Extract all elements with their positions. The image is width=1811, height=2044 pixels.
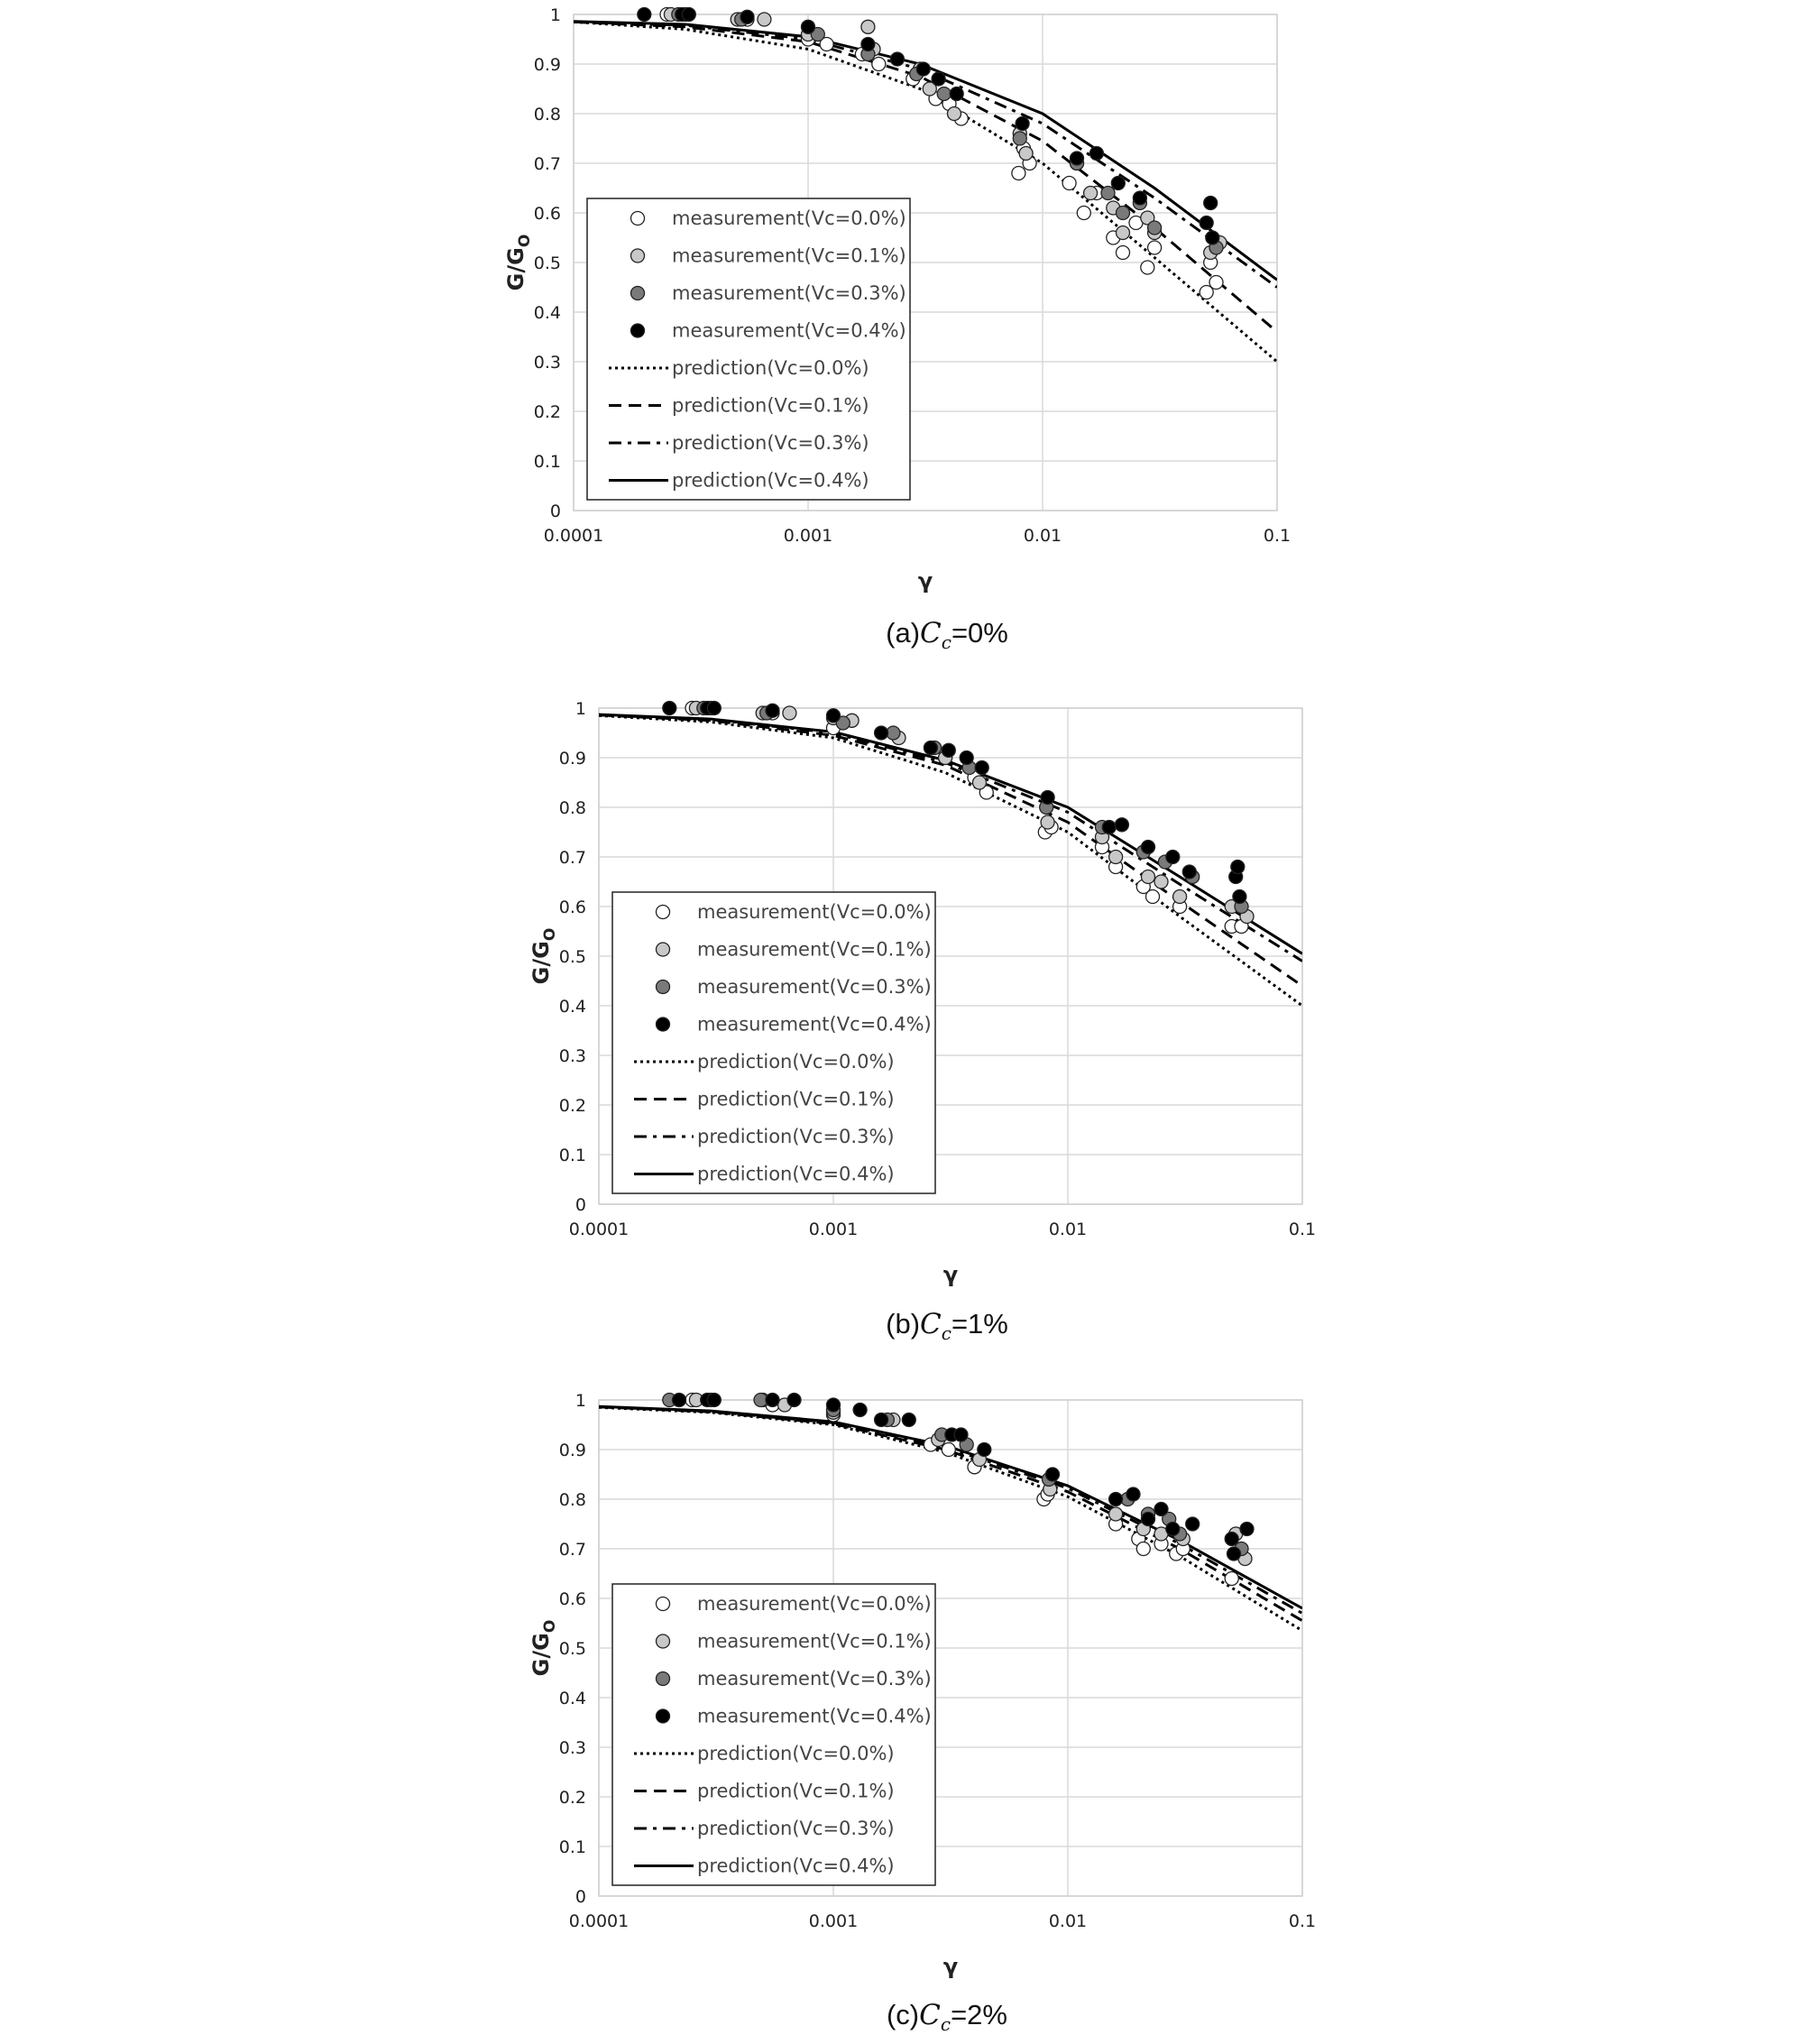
data-point [861,38,875,51]
legend-box [612,1584,935,1885]
legend-entry-label: measurement(Vc=0.3%) [672,282,906,304]
data-point [1077,207,1090,220]
y-axis-label-text [503,235,534,291]
caption-suffix: =0% [951,617,1008,649]
x-tick-label: 0.001 [808,1911,859,1931]
data-point [932,72,945,86]
y-tick-label: 0.6 [558,1589,586,1609]
data-point [875,1413,888,1427]
legend-entry-label: measurement(Vc=0.3%) [697,976,932,998]
y-tick-label: 0.7 [558,1540,586,1560]
legend-marker [657,1017,670,1031]
caption-var: C [920,1308,942,1340]
panel-caption [886,1308,1008,1344]
data-point [707,702,721,715]
data-point [766,704,779,717]
legend-entry-label: measurement(Vc=0.0%) [697,901,932,923]
data-point [942,743,955,757]
legend-entry-label: measurement(Vc=0.1%) [697,938,932,961]
x-tick-label: 0.001 [808,1220,859,1239]
legend-entry-label: prediction(Vc=0.0%) [697,1743,895,1764]
data-point [1115,818,1128,832]
caption-suffix: =1% [951,1308,1008,1340]
legend-entry-label: prediction(Vc=0.3%) [697,1126,895,1147]
data-point [1013,132,1026,145]
data-point [766,1394,779,1407]
legend-marker [657,1634,670,1648]
data-point [1231,861,1245,874]
y-tick-label: 1 [575,699,586,719]
y-axis-label-text [529,928,559,985]
data-point [1117,246,1130,260]
y-axis-label-main: G/G [503,247,529,291]
data-point [1102,821,1116,834]
y-axis-label-sub: O [541,927,559,942]
data-point [663,702,676,715]
data-point [1142,841,1155,854]
y-tick-label: 0.4 [558,1689,586,1708]
legend-marker [631,324,645,337]
data-point [902,1413,915,1427]
y-tick-label: 0.7 [533,154,561,174]
y-tick-label: 0.8 [558,1490,586,1510]
y-axis-label-main: G/G [529,941,554,985]
data-point [1071,152,1084,165]
y-axis-label-main: G/G [529,1633,554,1677]
y-tick-label: 0.4 [533,303,561,323]
legend-entry-label: prediction(Vc=0.1%) [697,1088,895,1110]
data-point [1117,226,1130,240]
data-point [1109,1493,1123,1506]
data-point [1111,177,1125,190]
data-point [787,1394,801,1407]
legend-entry-label: measurement(Vc=0.4%) [697,1013,932,1036]
legend-marker [631,212,645,226]
data-point [1166,1523,1180,1536]
data-point [1109,851,1123,864]
legend-marker [657,943,670,956]
data-point [1182,865,1196,879]
data-point [682,8,695,22]
legend-entry-label: prediction(Vc=0.0%) [697,1051,895,1073]
legend-entry-label: measurement(Vc=0.0%) [697,1593,932,1615]
data-point [916,62,930,76]
data-point [954,1428,968,1441]
data-point [861,20,875,33]
legend-marker [657,981,670,994]
legend-entry-label: measurement(Vc=0.3%) [697,1668,932,1690]
data-point [1148,241,1162,254]
chart-panel-1 [503,5,1291,653]
data-point [948,107,961,121]
legend-entry-label: measurement(Vc=0.4%) [672,319,906,342]
legend [612,1584,935,1885]
y-axis-label-sub: O [541,1619,559,1634]
data-point [1101,187,1115,200]
y-tick-label: 0.5 [558,947,586,967]
caption-var: C [920,617,942,649]
data-point [1126,1487,1140,1501]
y-tick-label: 0.7 [558,848,586,868]
data-point [1142,870,1155,884]
data-point [1089,147,1103,161]
legend-entry-label: prediction(Vc=0.1%) [672,394,869,417]
x-axis-label: γ [942,1262,959,1287]
x-tick-label: 0.01 [1048,1220,1088,1239]
y-tick-label: 0.8 [558,798,586,818]
data-point [973,776,987,789]
data-point [1225,1533,1238,1546]
y-axis-label-sub: O [516,234,534,248]
data-point [1206,231,1219,244]
x-tick-label: 0.1 [1263,526,1292,546]
data-point [1204,197,1218,210]
data-point [1227,1547,1241,1561]
legend-marker [631,287,645,300]
y-tick-label: 0.1 [558,1146,586,1165]
legend-box [587,198,910,500]
data-point [673,1394,686,1407]
data-point [1084,187,1098,200]
y-axis-label [503,235,534,291]
data-point [1117,207,1130,220]
data-point [1046,1468,1060,1481]
data-point [783,706,796,720]
data-point [1173,890,1187,904]
data-point [1200,216,1213,230]
data-point [1136,1542,1150,1556]
data-point [1233,890,1246,904]
x-tick-label: 0.0001 [568,1220,630,1239]
data-point [1146,890,1160,904]
data-point [1148,221,1162,235]
x-tick-label: 0.0001 [543,526,604,546]
x-tick-label: 0.0001 [568,1911,630,1931]
chart-panel-3 [529,1391,1316,2035]
y-tick-label: 0.4 [558,997,586,1017]
legend-box [612,892,935,1193]
y-tick-label: 0.1 [558,1837,586,1857]
legend-entry-label: measurement(Vc=0.4%) [697,1705,932,1727]
y-axis-label [529,1620,559,1677]
data-point [875,726,888,740]
data-point [1041,791,1054,805]
y-tick-label: 0 [575,1195,586,1215]
data-point [827,1398,841,1412]
data-point [1209,276,1223,290]
y-tick-label: 0.3 [533,353,561,373]
y-tick-label: 0.9 [558,1441,586,1460]
data-point [1225,1572,1238,1586]
data-point [1133,191,1146,205]
legend-entry-label: prediction(Vc=0.1%) [697,1780,895,1802]
y-tick-label: 0.8 [533,105,561,124]
data-point [1166,851,1180,864]
legend-entry-label: measurement(Vc=0.1%) [672,244,906,267]
y-tick-label: 0.3 [558,1738,586,1758]
data-point [890,52,904,66]
x-tick-label: 0.1 [1288,1220,1317,1239]
y-tick-label: 0 [549,502,561,521]
legend-marker [657,1597,670,1611]
legend-entry-label: prediction(Vc=0.4%) [672,469,869,492]
data-point [827,709,841,723]
caption-sub: c [941,631,951,653]
legend-marker [657,1709,670,1723]
y-tick-label: 0.3 [558,1046,586,1066]
data-point [740,10,754,23]
panel-caption [886,617,1008,653]
data-point [960,751,973,765]
legend-marker [657,906,670,919]
data-point [853,1404,867,1417]
y-tick-label: 0.9 [533,55,561,75]
x-tick-label: 0.01 [1048,1911,1088,1931]
x-tick-label: 0.1 [1288,1911,1317,1931]
caption-prefix: (b) [886,1308,921,1340]
y-axis-label-text [529,1620,559,1677]
legend-entry-label: prediction(Vc=0.0%) [672,357,869,379]
data-point [707,1394,721,1407]
data-point [872,58,886,71]
data-point [758,13,771,26]
data-point [1154,1503,1168,1516]
y-tick-label: 0.2 [558,1096,586,1116]
y-tick-label: 0.6 [533,204,561,224]
caption-prefix: (c) [886,1999,920,2030]
caption-suffix: =2% [951,1999,1008,2030]
legend-entry-label: prediction(Vc=0.3%) [697,1818,895,1839]
legend-entry-label: prediction(Vc=0.4%) [697,1855,895,1877]
data-point [638,8,651,22]
data-point [937,87,951,101]
legend-entry-label: measurement(Vc=0.1%) [697,1630,932,1653]
data-point [1012,167,1025,180]
chart-panel-2 [529,699,1316,1344]
data-point [950,87,963,101]
data-point [1019,147,1033,161]
data-point [1041,815,1054,829]
data-point [1186,1517,1200,1531]
legend-marker [657,1672,670,1686]
data-point [1109,1507,1123,1521]
y-tick-label: 0.2 [558,1788,586,1808]
data-point [802,20,815,33]
data-point [1154,875,1168,888]
data-point [1062,177,1076,190]
caption-var: C [919,1999,941,2031]
caption-sub: c [940,2013,951,2035]
data-point [924,741,937,755]
y-tick-label: 0.5 [533,253,561,273]
y-tick-label: 1 [549,5,561,25]
legend-marker [631,249,645,262]
data-point [975,761,988,775]
data-point [1142,1513,1155,1526]
legend [612,892,935,1193]
y-tick-label: 0.5 [558,1639,586,1659]
legend-entry-label: prediction(Vc=0.3%) [672,432,869,454]
caption-prefix: (a) [886,617,921,649]
data-point [1240,1523,1254,1536]
data-point [942,1443,955,1457]
data-point [978,1443,991,1457]
y-tick-label: 0.6 [558,898,586,917]
data-point [1016,117,1029,131]
legend-entry-label: measurement(Vc=0.0%) [672,207,906,229]
x-tick-label: 0.01 [1023,526,1062,546]
legend-entry-label: prediction(Vc=0.4%) [697,1163,895,1185]
y-tick-label: 0 [575,1887,586,1907]
data-point [1141,261,1154,274]
panel-caption [887,1999,1007,2035]
caption-sub: c [941,1322,951,1344]
y-tick-label: 1 [575,1391,586,1411]
y-axis-label [529,928,559,985]
y-tick-label: 0.1 [533,452,561,472]
y-tick-label: 0.2 [533,402,561,422]
x-tick-label: 0.001 [783,526,833,546]
x-axis-label: γ [917,568,933,594]
y-tick-label: 0.9 [558,749,586,769]
legend [587,198,910,500]
x-axis-label: γ [942,1954,959,1979]
